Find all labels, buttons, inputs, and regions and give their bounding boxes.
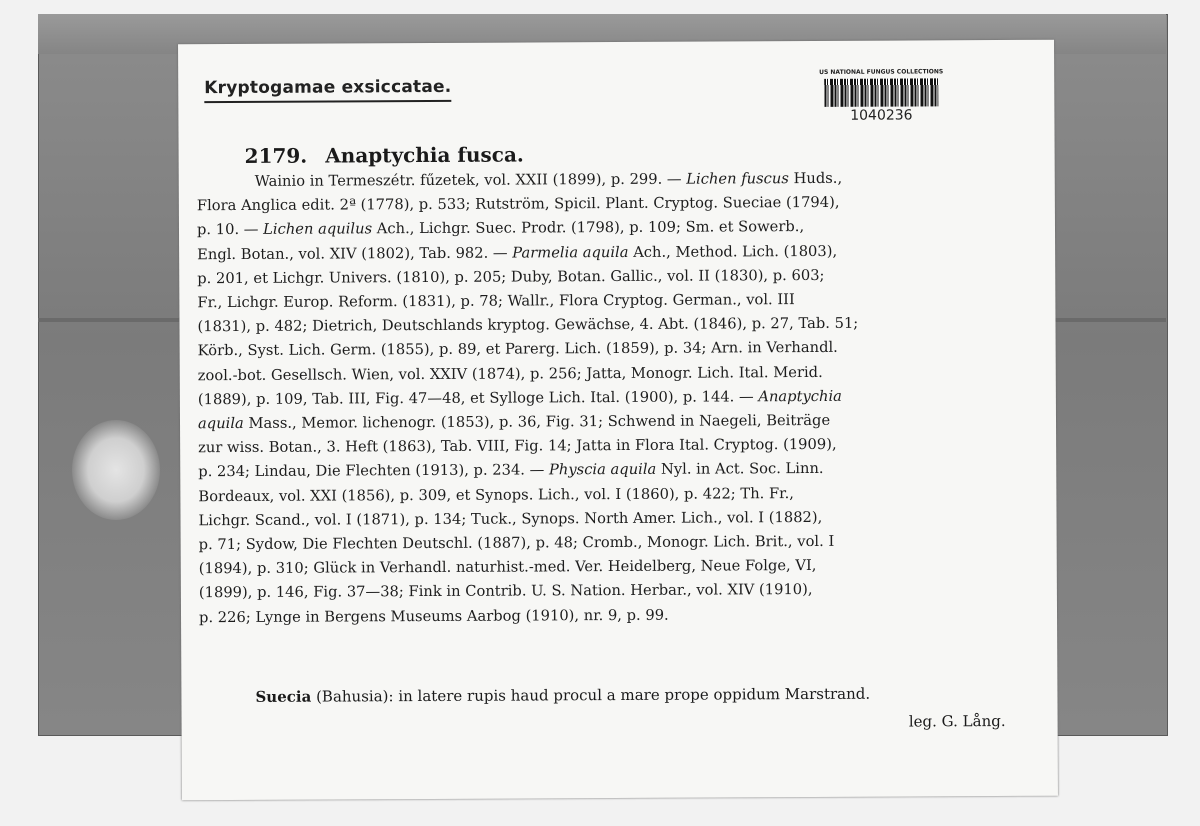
series-title: Kryptogamae exsiccatae. (204, 77, 451, 103)
synonym-name: Lichen aquilus (263, 220, 373, 239)
taxon-heading (245, 142, 524, 167)
citation-text: p. 226; Lynge in Bergens Museums Aarbog (1910), nr. 9, p. 99. (198, 606, 669, 626)
packet-stain (72, 420, 160, 520)
synonymy-line (199, 602, 1011, 630)
citation-text: Bordeaux, vol. XXI (1856), p. 309, et Synops. Lich., vol. I (1860), p. 422; Th. Fr., (198, 484, 794, 505)
exsiccata-number: 2179. (244, 143, 308, 168)
synonym-name: Physcia aquila (548, 461, 657, 479)
locality-detail: (Bahusia): in latere rupis haud procul a mare prope oppidum Marstrand. (311, 684, 871, 706)
citation-text: Lichgr. Scand., vol. I (1871), p. 134; Tuck., Synops. North Amer. Lich., vol. I (1882), (198, 508, 823, 530)
synonym-name: Parmelia aquila (512, 243, 629, 262)
citation-text: p. 71; Sydow, Die Flechten Deutschl. (1887), p. 48; Cromb., Monogr. Lich. Brit., vol. I (198, 532, 835, 554)
citation-text: Körb., Syst. Lich. Germ. (1855), p. 89, et Parerg. Lich. (1859), p. 34; Arn. in Verhandl. (197, 339, 838, 360)
citation-text: Wainio in Termeszétr. fűzetek, vol. XXII (1899), p. 299. — (254, 170, 687, 190)
citation-text: (1899), p. 146, Fig. 37—38; Fink in Contrib. U. S. Nation. Herbar., vol. XIV (1910), (198, 581, 813, 602)
citation-text: zur wiss. Botan., 3. Heft (1863), Tab. VIII, Fig. 14; Jatta in Flora Ital. Cryptog. (1909), (198, 436, 837, 457)
citation-text: p. 10. — (196, 221, 264, 239)
collector-line: leg. G. Lång. (908, 711, 1006, 731)
citation-text: (1894), p. 310; Glück in Verhandl. naturhist.-med. Ver. Heidelberg, Neue Folge, VI, (198, 557, 817, 578)
citation-text: Huds., (788, 169, 843, 188)
synonym-name: aquila (197, 414, 244, 433)
taxon-name: Anaptychia fusca. (325, 142, 524, 168)
barcode-caption: US NATIONAL FUNGUS COLLECTIONS (819, 68, 944, 76)
citation-text: (1889), p. 109, Tab. III, Fig. 47—48, et Sylloge Lich. Ital. (1900), p. 144. — (197, 388, 759, 409)
barcode-bars (824, 78, 938, 107)
synonym-name: Anaptychia (758, 387, 842, 406)
synonym-name: Lichen fuscus (686, 170, 789, 188)
herbarium-label (178, 40, 1058, 801)
citation-text: Ach., Method. Lich. (1803), (628, 242, 838, 261)
locality-line (255, 685, 870, 706)
citation-text: Nyl. in Act. Soc. Linn. (656, 460, 824, 479)
citation-text: Mass., Memor. lichenogr. (1853), p. 36, Fig. 31; Schwend in Naegeli, Beiträge (243, 411, 831, 432)
citation-text: p. 234; Lindau, Die Flechten (1913), p. 234. — (198, 461, 550, 481)
citation-text: Engl. Botan., vol. XIV (1802), Tab. 982. — (197, 244, 513, 263)
citation-text: zool.-bot. Gesellsch. Wien, vol. XXIV (1874), p. 256; Jatta, Monogr. Lich. Ital. Merid. (197, 363, 823, 384)
locality-country: Suecia (255, 687, 312, 706)
citation-text: Fr., Lichgr. Europ. Reform. (1831), p. 78; Wallr., Flora Cryptog. German., vol. III (197, 291, 795, 312)
citation-text: Flora Anglica edit. 2ª (1778), p. 533; Rutström, Spicil. Plant. Cryptog. Sueciae (1794), (196, 194, 840, 215)
citation-text: (1831), p. 482; Dietrich, Deutschlands kryptog. Gewächse, 4. Abt. (1846), p. 27, Tab. 51; (197, 314, 859, 336)
synonymy-text (197, 166, 1011, 630)
citation-text: Ach., Lichgr. Suec. Prodr. (1798), p. 109; Sm. et Sowerb., (372, 218, 805, 238)
barcode-number: 1040236 (850, 107, 913, 124)
citation-text: p. 201, et Lichgr. Univers. (1810), p. 205; Duby, Botan. Gallic., vol. II (1830), p. 603; (197, 266, 825, 288)
barcode-sticker (818, 68, 944, 131)
